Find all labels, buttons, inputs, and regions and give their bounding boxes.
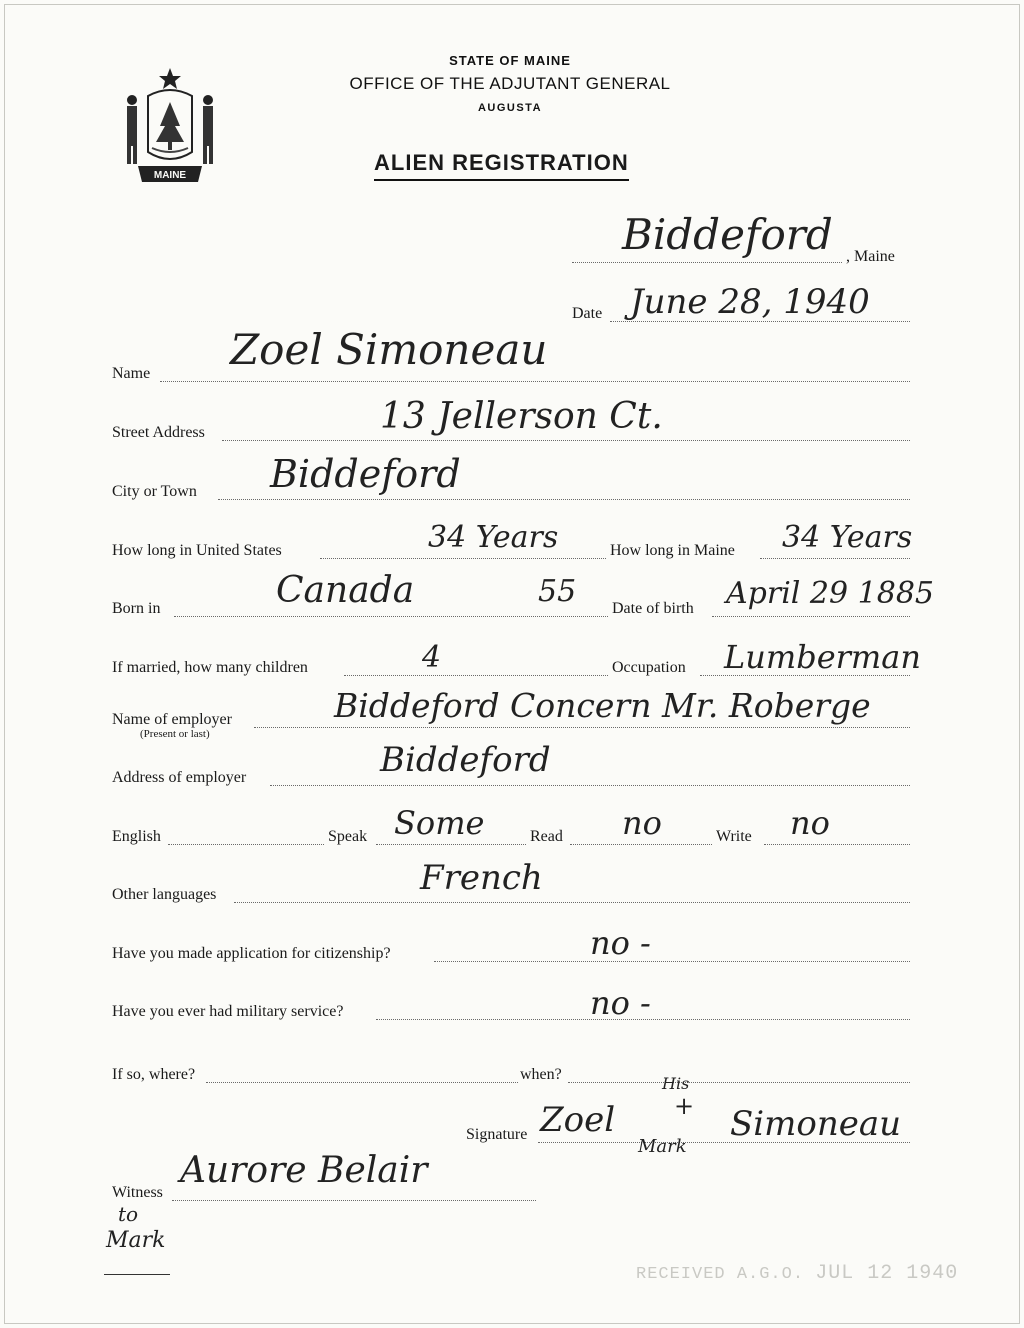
citizenship-line <box>434 961 910 962</box>
age-value[interactable]: 55 <box>538 574 577 609</box>
date-of-birth-line <box>712 616 910 617</box>
street-address-value[interactable]: 13 Jellerson Ct. <box>380 396 663 437</box>
place-suffix: , Maine <box>846 248 895 265</box>
how-long-maine-label: How long in Maine <box>610 542 735 559</box>
place-value[interactable]: Biddeford <box>622 210 833 259</box>
english-label: English <box>112 828 161 845</box>
name-value[interactable]: Zoel Simoneau <box>230 325 548 374</box>
when-label: when? <box>520 1066 562 1083</box>
header-state: STATE OF MAINE <box>449 53 571 68</box>
occupation-label: Occupation <box>612 659 686 676</box>
where-label: If so, where? <box>112 1066 196 1083</box>
employer-address-label: Address of employer <box>112 769 247 786</box>
signature-label: Signature <box>466 1126 528 1143</box>
how-long-maine-line <box>760 558 910 559</box>
date-label: Date <box>572 305 603 322</box>
when-line <box>568 1082 910 1083</box>
born-in-line <box>174 616 608 617</box>
where-line <box>206 1082 518 1083</box>
street-address-line <box>222 440 910 441</box>
city-or-town-line <box>218 499 910 500</box>
write-value[interactable]: no <box>790 804 830 842</box>
how-long-maine-value[interactable]: 34 Years <box>782 520 913 555</box>
other-languages-value[interactable]: French <box>420 858 543 898</box>
maine-state-seal <box>118 66 222 188</box>
employer-address-value[interactable]: Biddeford <box>380 740 551 780</box>
write-label: Write <box>716 828 752 845</box>
read-value[interactable]: no <box>622 804 662 842</box>
how-long-us-line <box>320 558 606 559</box>
witness-value[interactable]: Aurore Belair <box>180 1150 428 1191</box>
how-long-us-value[interactable]: 34 Years <box>428 520 559 555</box>
city-or-town-label: City or Town <box>112 483 197 500</box>
english-line <box>168 844 324 845</box>
signature-mark-x: + <box>674 1092 695 1120</box>
street-address-label: Street Address <box>112 424 205 441</box>
citizenship-value[interactable]: no - <box>590 924 651 962</box>
children-label: If married, how many children <box>112 659 308 676</box>
witness-note-mark: Mark <box>106 1228 166 1253</box>
employer-value[interactable]: Biddeford Concern Mr. Roberge <box>334 686 871 725</box>
other-languages-label: Other languages <box>112 886 217 903</box>
witness-line <box>172 1200 536 1201</box>
city-or-town-value[interactable]: Biddeford <box>270 452 461 496</box>
signature-last-name[interactable]: Simoneau <box>730 1104 902 1144</box>
received-stamp-date: JUL 12 1940 <box>815 1262 959 1285</box>
date-of-birth-label: Date of birth <box>612 600 694 617</box>
children-line <box>344 675 608 676</box>
military-label: Have you ever had military service? <box>112 1003 344 1020</box>
speak-line <box>376 844 526 845</box>
military-value[interactable]: no - <box>590 984 651 1022</box>
children-value[interactable]: 4 <box>422 640 442 675</box>
received-stamp <box>636 1262 958 1285</box>
read-line <box>570 844 712 845</box>
speak-value[interactable]: Some <box>394 804 485 842</box>
signature-mark-top: His <box>662 1074 690 1093</box>
write-line <box>764 844 910 845</box>
read-label: Read <box>530 828 563 845</box>
place-line <box>572 262 842 263</box>
speak-label: Speak <box>328 828 368 845</box>
employer-address-line <box>270 785 910 786</box>
employer-sublabel: (Present or last) <box>140 728 210 740</box>
name-line <box>160 381 910 382</box>
employer-line <box>254 727 910 728</box>
received-stamp-text: RECEIVED A.G.O. <box>636 1265 805 1284</box>
seal-scroll-text: MAINE <box>153 170 187 181</box>
header-office: OFFICE OF THE ADJUTANT GENERAL <box>349 74 671 93</box>
name-label: Name <box>112 365 151 382</box>
born-in-label: Born in <box>112 600 161 617</box>
citizenship-label: Have you made application for citizenship? <box>112 945 391 962</box>
form-title: ALIEN REGISTRATION <box>374 150 629 181</box>
employer-label: Name of employer <box>112 711 232 728</box>
date-value[interactable]: June 28, 1940 <box>630 282 870 322</box>
witness-note-to: to <box>118 1202 139 1226</box>
born-in-value[interactable]: Canada <box>276 570 415 611</box>
signature-mark-bottom: Mark <box>638 1136 687 1157</box>
date-of-birth-value[interactable]: April 29 1885 <box>726 576 934 611</box>
other-languages-line <box>234 902 910 903</box>
witness-note-underline <box>104 1274 170 1275</box>
header-city: AUGUSTA <box>477 102 543 114</box>
witness-label: Witness <box>112 1184 163 1201</box>
how-long-us-label: How long in United States <box>112 542 282 559</box>
occupation-value[interactable]: Lumberman <box>724 638 921 676</box>
signature-first-name[interactable]: Zoel <box>540 1100 616 1140</box>
